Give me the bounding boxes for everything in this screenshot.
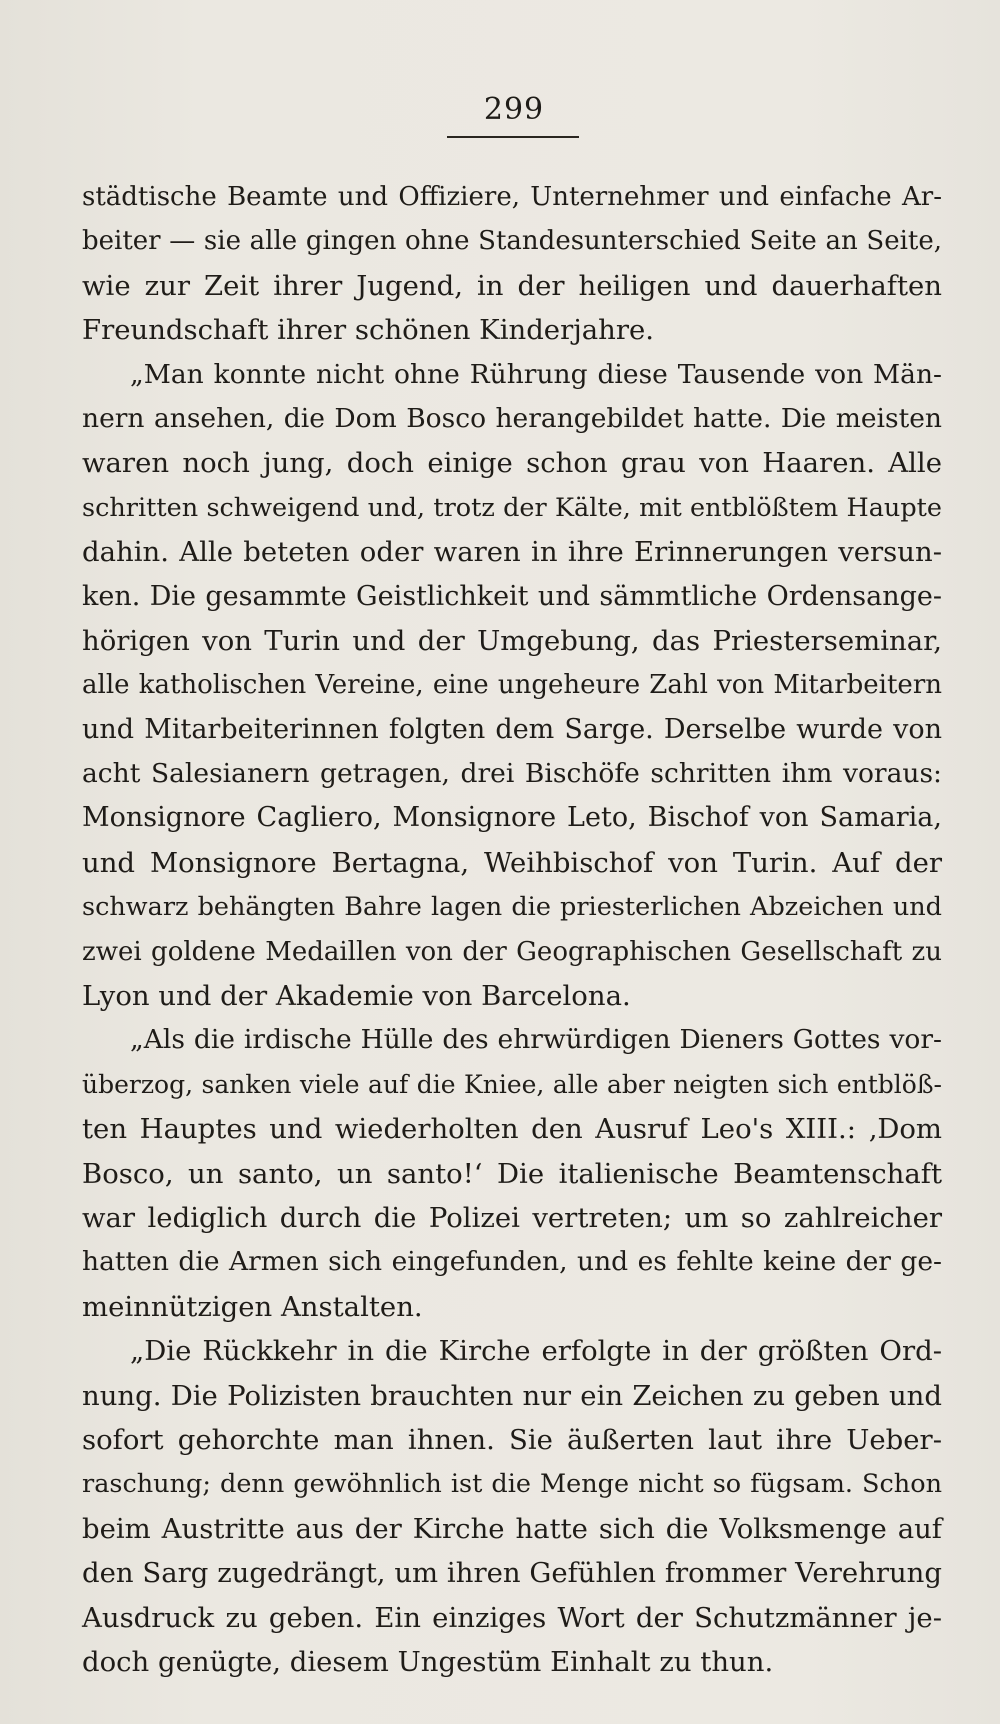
body-text <box>82 175 942 1684</box>
text-line: „Als die irdische Hülle des ehrwürdigen Dieners Gottes vor- <box>130 1024 942 1056</box>
text-line: „Die Rückkehr in die Kirche erfolgte in der größten Ord- <box>130 1335 942 1368</box>
text-line: und Monsignore Bertagna, Weihbischof von Turin. Auf der <box>82 846 942 879</box>
text-line: war lediglich durch die Polizei vertreten; um so zahlreicher <box>82 1201 942 1234</box>
text-line: beim Austritte aus der Kirche hatte sich die Volksmenge auf <box>82 1512 942 1545</box>
text-line: Ausdruck zu geben. Ein einziges Wort der Schutzmänner je- <box>82 1601 942 1634</box>
text-line: meinnützigen Anstalten. <box>82 1290 423 1323</box>
text-line: wie zur Zeit ihrer Jugend, in der heiligen und dauerhaften <box>82 269 942 302</box>
text-line: den Sarg zugedrängt, um ihren Gefühlen frommer Verehrung <box>82 1557 942 1590</box>
text-line: Freundschaft ihrer schönen Kinderjahre. <box>82 314 655 347</box>
text-line: schritten schweigend und, trotz der Kälte, mit entblößtem Haupte <box>82 492 942 523</box>
text-line: beiter — sie alle gingen ohne Standesunterschied Seite an Seite, <box>82 226 942 257</box>
text-line: zwei goldene Medaillen von der Geographischen Gesellschaft zu <box>82 936 942 967</box>
text-line: Monsignore Cagliero, Monsignore Leto, Bischof von Samaria, <box>82 802 942 834</box>
text-line: „Man konnte nicht ohne Rührung diese Tausende von Män- <box>130 358 942 390</box>
header-rule <box>447 136 579 138</box>
text-line: raschung; denn gewöhnlich ist die Menge nicht so fügsam. Schon <box>82 1469 942 1500</box>
text-line: Bosco, un santo, un santo!‘ Die italienische Beamtenschaft <box>82 1157 942 1190</box>
text-line: nung. Die Polizisten brauchten nur ein Zeichen zu geben und <box>82 1379 942 1412</box>
text-line: schwarz behängten Bahre lagen die priesterlichen Abzeichen und <box>82 892 942 923</box>
text-line: waren noch jung, doch einige schon grau von Haaren. Alle <box>82 447 942 480</box>
text-line: nern ansehen, die Dom Bosco herangebildet hatte. Die meisten <box>82 402 942 434</box>
text-line: dahin. Alle beteten oder waren in ihre Erinnerungen versun- <box>82 536 942 569</box>
text-line: hörigen von Turin und der Umgebung, das Priesterseminar, <box>82 624 942 657</box>
text-line: städtische Beamte und Offiziere, Unternehmer und einfache Ar- <box>82 182 942 212</box>
text-line: ken. Die gesammte Geistlichkeit und sämmtliche Ordensange- <box>82 580 942 612</box>
text-line: überzog, sanken viele auf die Kniee, alle aber neigten sich entblöß- <box>82 1069 942 1099</box>
text-line: sofort gehorchte man ihnen. Sie äußerten laut ihre Ueber- <box>82 1423 942 1456</box>
text-line: Lyon und der Akademie von Barcelona. <box>82 980 631 1013</box>
page-number: 299 <box>483 92 545 127</box>
text-line: alle katholischen Vereine, eine ungeheure Zahl von Mitarbeitern <box>82 670 942 701</box>
text-line: hatten die Armen sich eingefunden, und es fehlte keine der ge- <box>82 1246 942 1278</box>
text-line: doch genügte, diesem Ungestüm Einhalt zu thun. <box>82 1645 774 1678</box>
text-line: und Mitarbeiterinnen folgten dem Sarge. Derselbe wurde von <box>82 713 942 745</box>
text-line: acht Salesianern getragen, drei Bischöfe schritten ihm voraus: <box>82 758 942 790</box>
text-line: ten Hauptes und wiederholten den Ausruf Leo's XIII.: ‚Dom <box>82 1113 942 1146</box>
